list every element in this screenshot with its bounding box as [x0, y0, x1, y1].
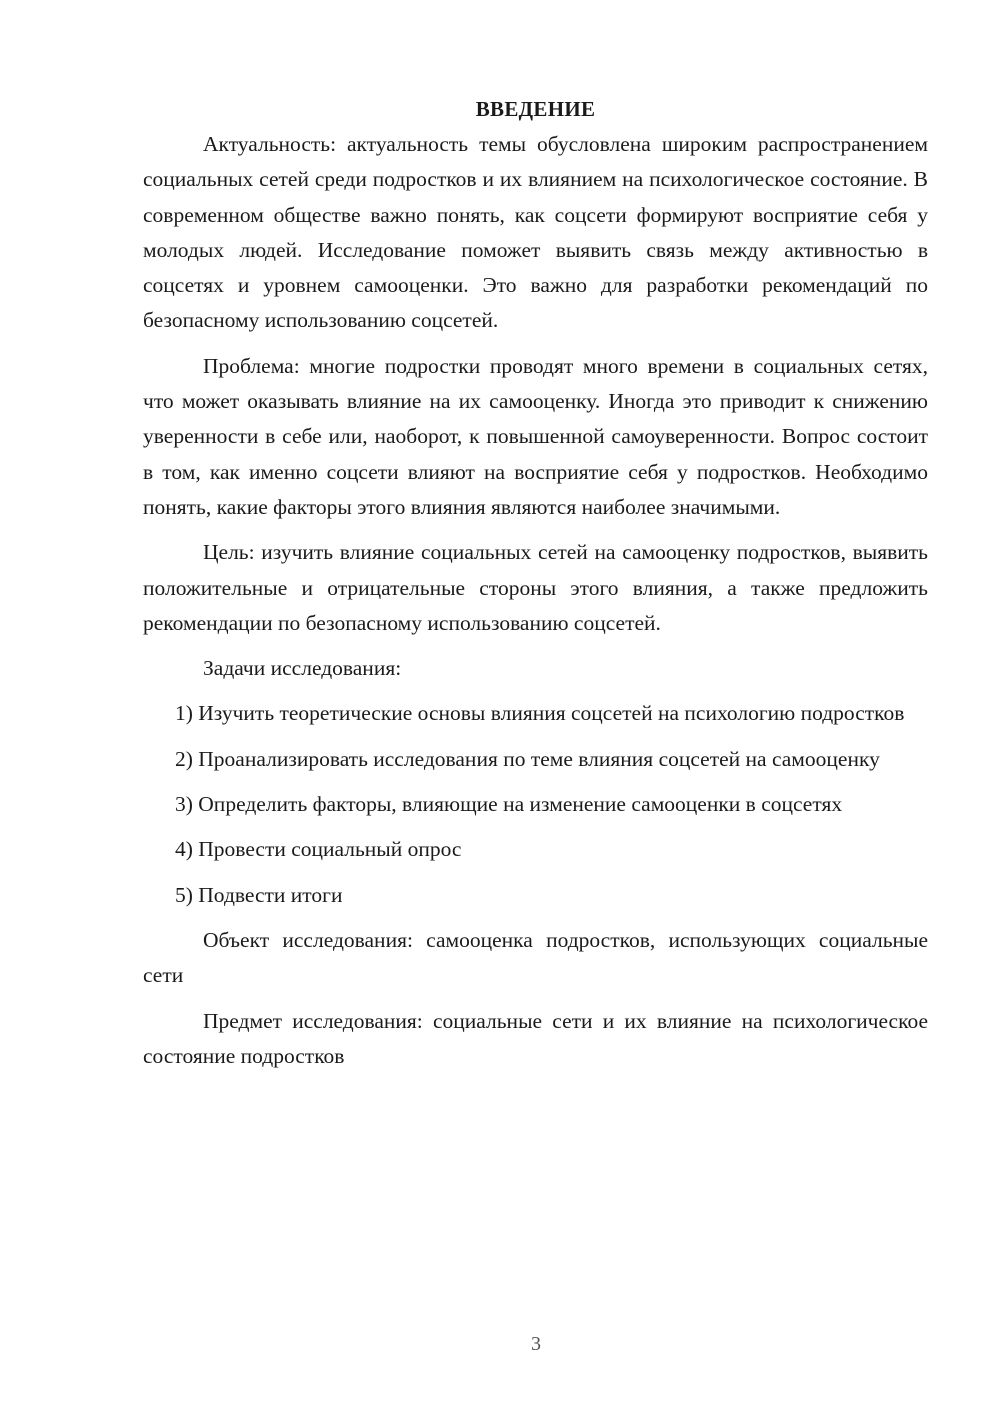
goal-paragraph: Цель: изучить влияние социальных сетей на самооценку подростков, выявить положительные и отрицательные стороны этого влияния, а также предложить рекомендации по безопасному использованию соцсетей. — [143, 540, 928, 635]
document-page — [143, 92, 928, 1084]
object-paragraph: Объект исследования: самооценка подростков, использующих социальные сети — [143, 927, 928, 988]
relevance-paragraph: Актуальность: актуальность темы обусловлена широким распространением социальных сетей среди подростков и их влиянием на психологическое состояние. В современном обществе важно понять, как соцсети формируют восприятие себя у молодых людей. Исследование поможет выявить связь между активностью в соцсетях и уровнем самооценки. Это важно для разработки рекомендаций по безопасному использованию соцсетей. — [143, 132, 928, 333]
task-item-4: 4) Провести социальный опрос — [175, 837, 462, 862]
page-title: ВВЕДЕНИЕ — [475, 97, 596, 121]
task-item-2: 2) Проанализировать исследования по теме влияния соцсетей на самооценку — [175, 746, 880, 771]
problem-paragraph: Проблема: многие подростки проводят много времени в социальных сетях, что может оказывать влияние на их самооценку. Иногда это приводит к снижению уверенности в себе или, наоборот, к повышенной самоуверенности. Вопрос состоит в том, как именно соцсети влияют на восприятие себя у подростков. Необходимо понять, какие факторы этого влияния являются наиболее значимыми. — [143, 353, 928, 519]
task-item-1: 1) Изучить теоретические основы влияния соцсетей на психологию подростков — [175, 701, 905, 726]
task-item-3: 3) Определить факторы, влияющие на изменение самооценки в соцсетях — [175, 792, 843, 817]
subject-paragraph: Предмет исследования: социальные сети и их влияние на психологическое состояние подростков — [143, 1008, 928, 1068]
tasks-heading: Задачи исследования: — [203, 656, 402, 681]
page-number: 3 — [531, 1333, 541, 1355]
task-item-5: 5) Подвести итоги — [175, 882, 343, 907]
